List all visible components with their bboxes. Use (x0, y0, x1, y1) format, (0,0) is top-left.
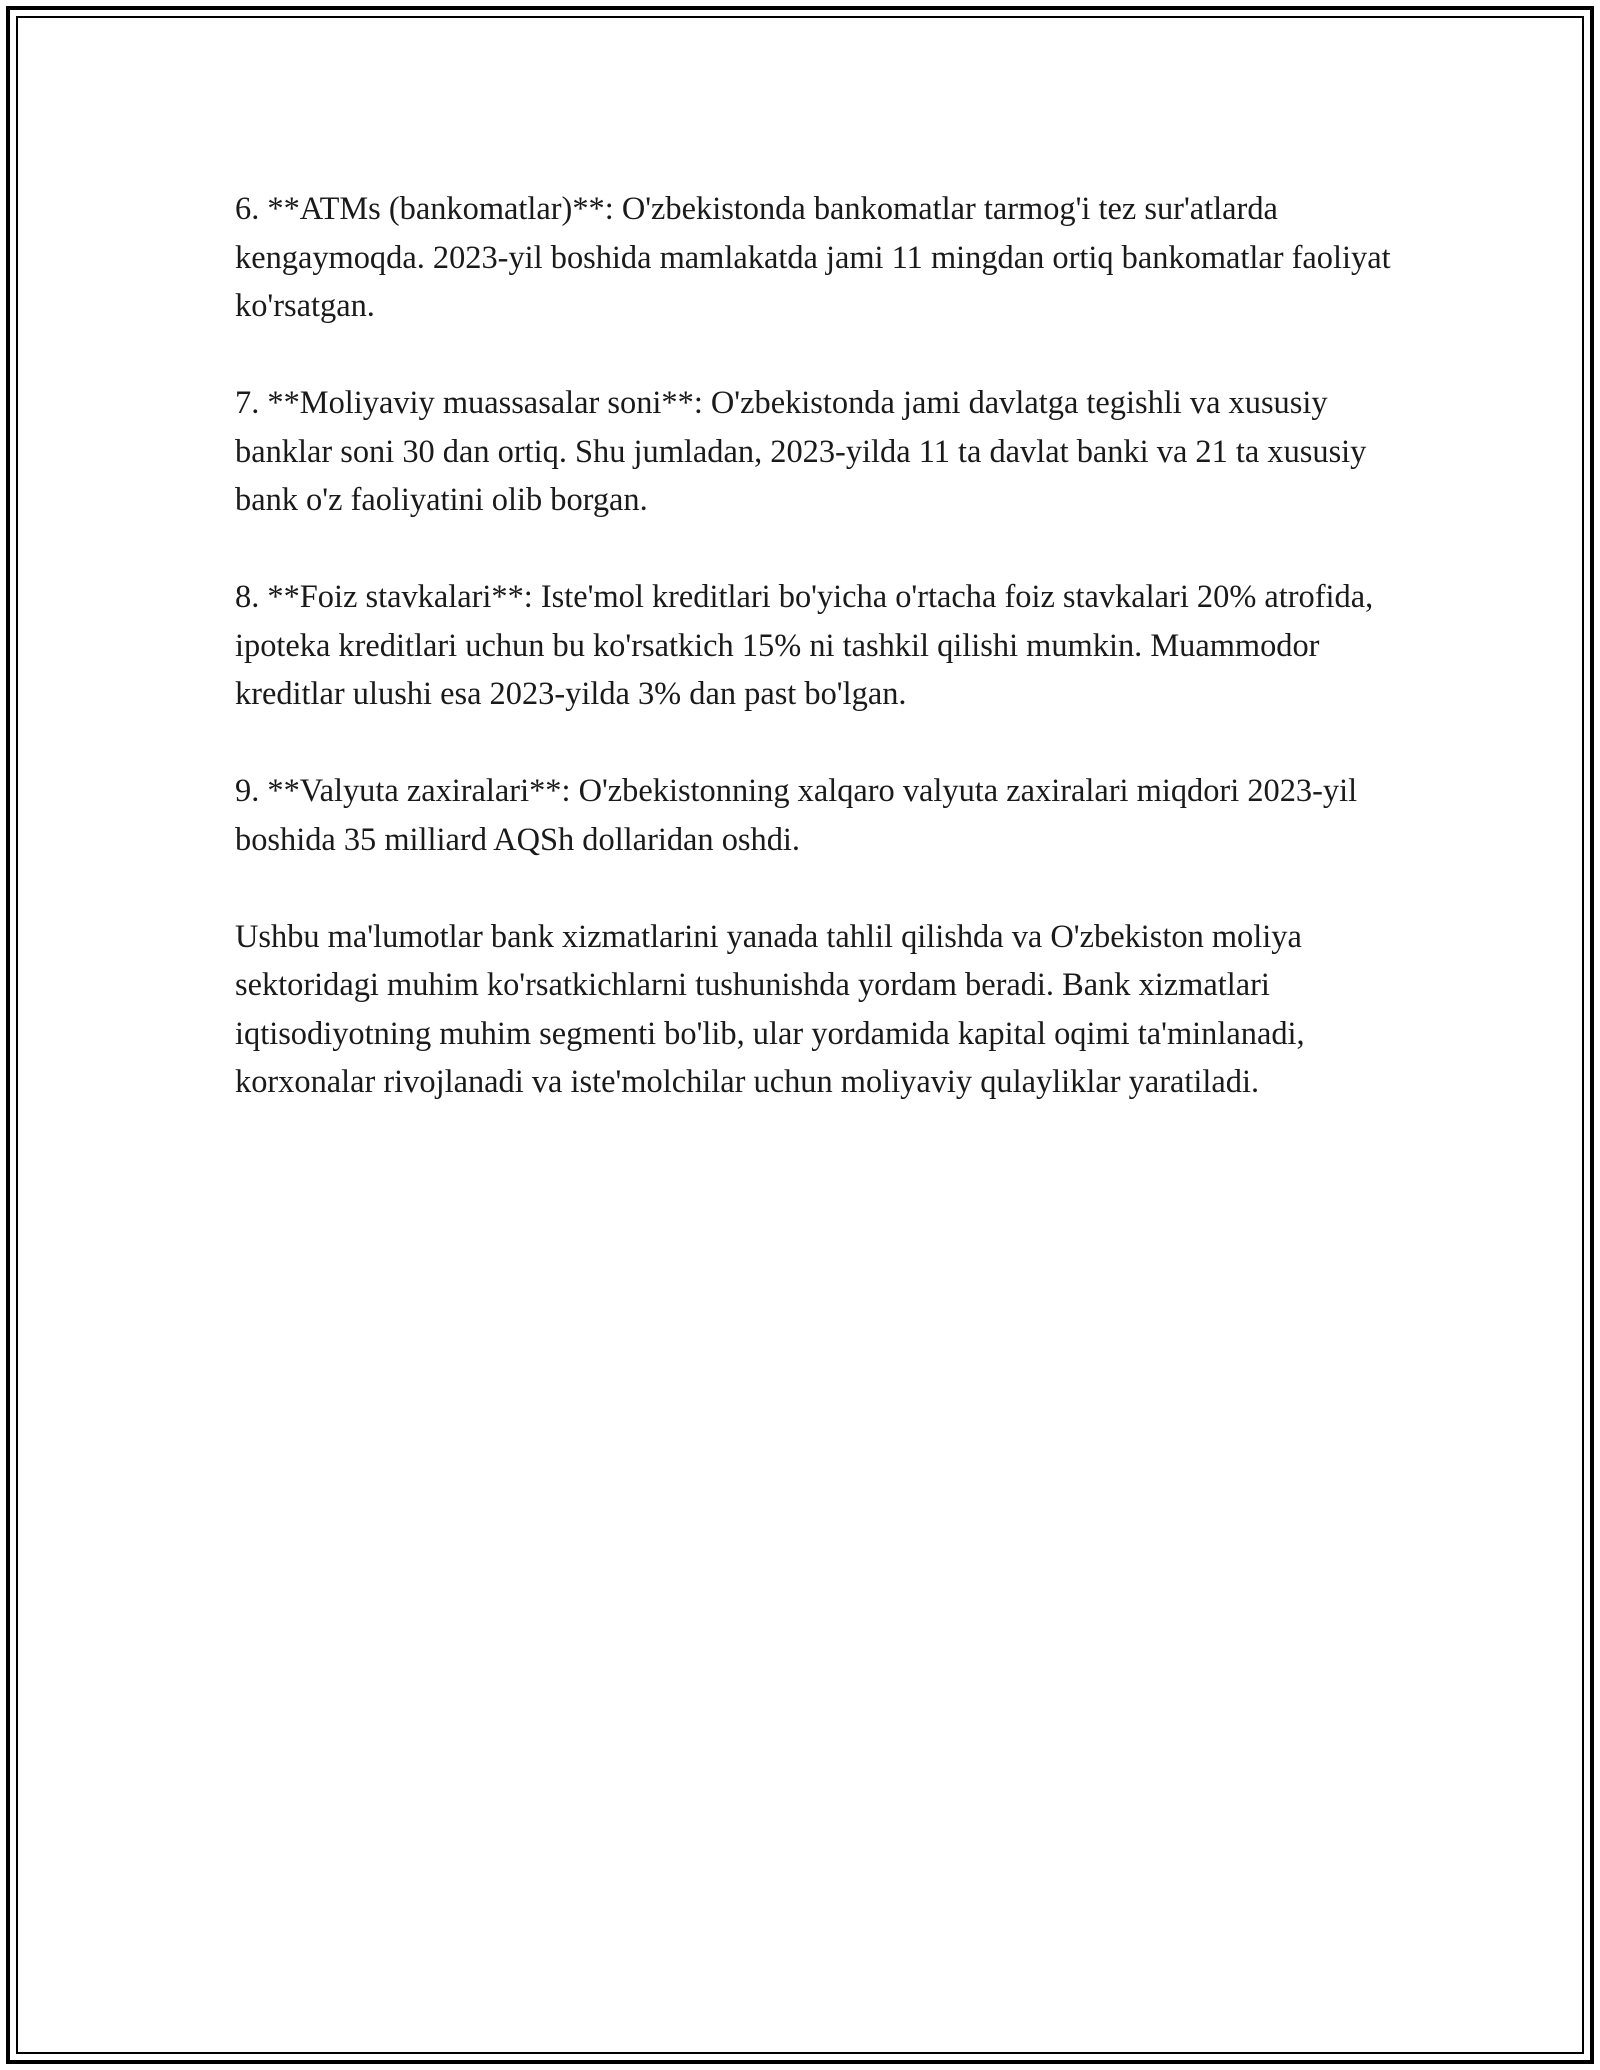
paragraph-conclusion: Ushbu ma'lumotlar bank xizmatlarini yanada tahlil qilishda va O'zbekiston moliya sektoridagi muhim ko'rsatkichlarni tushunishda yordam beradi. Bank xizmatlari iqtisodiyotning muhim segmenti bo'lib, ular yordamida kapital oqimi ta'minlanadi, korxonalar rivojlanadi va iste'molchilar uchun moliyaviy qulayliklar yaratiladi. (235, 918, 1305, 1100)
paragraph-interest-rates: 8. **Foiz stavkalari**: Iste'mol kreditlari bo'yicha o'rtacha foiz stavkalari 20% atrofida, ipoteka kreditlari uchun bu ko'rsatkich 15% ni tashkil qilishi mumkin. Muammodor kreditlar ulushi esa 2023-yilda 3% dan past bo'lgan. (235, 579, 1374, 712)
paragraph-financial-institutions: 7. **Moliyaviy muassasalar soni**: O'zbekistonda jami davlatga tegishli va xususiy banklar soni 30 dan ortiq. Shu jumladan, 2023-yilda 11 ta davlat banki va 21 ta xususiy bank o'z faoliyatini olib borgan. (235, 385, 1367, 518)
paragraph-atms: 6. **ATMs (bankomatlar)**: O'zbekistonda bankomatlar tarmog'i tez sur'atlarda kengaymoqda. 2023-yil boshida mamlakatda jami 11 mingdan ortiq bankomatlar faoliyat ko'rsatgan. (235, 191, 1391, 324)
paragraph-currency-reserves: 9. **Valyuta zaxiralari**: O'zbekistonning xalqaro valyuta zaxiralari miqdori 2023-yil boshida 35 milliard AQSh dollaridan oshdi. (235, 773, 1358, 858)
document-body (235, 185, 1395, 1155)
